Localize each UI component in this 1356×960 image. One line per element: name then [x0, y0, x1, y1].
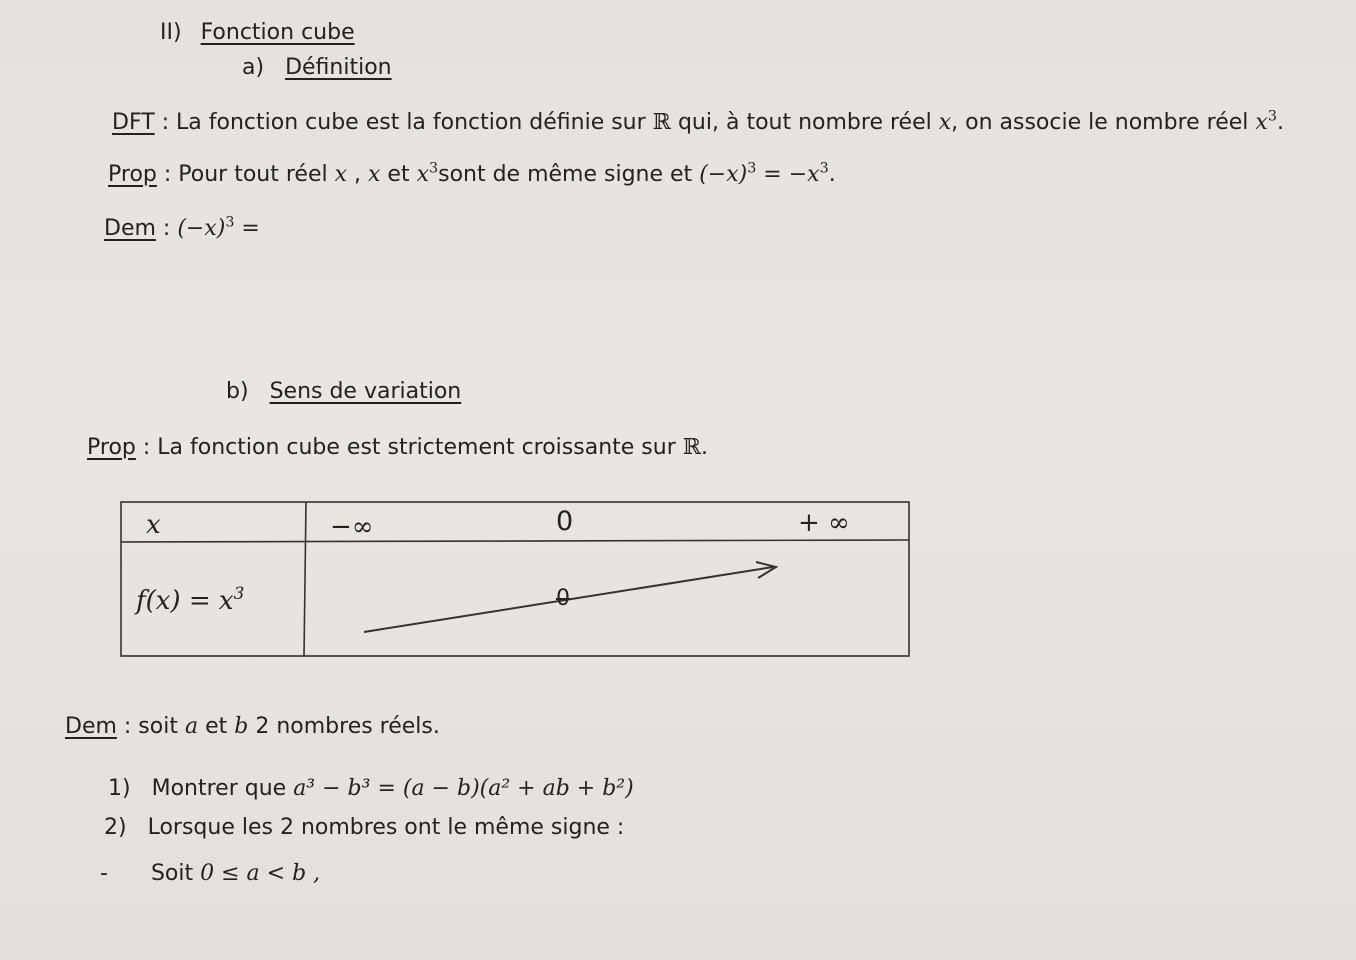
period: .	[701, 435, 709, 460]
section-number: II)	[160, 20, 182, 45]
definition-text-3: , on associe le nombre réel	[951, 110, 1256, 135]
prop1-label: Prop	[108, 162, 157, 187]
item-text: Montrer que	[151, 776, 294, 801]
plus-infinity: + ∞	[798, 508, 850, 538]
definition-label: DFT	[112, 110, 155, 135]
prop2-text: : La fonction cube est strictement croissante sur	[135, 435, 683, 460]
dem1-eq: =	[234, 216, 260, 241]
dem1-line	[104, 216, 260, 241]
subsection-b-heading	[226, 379, 461, 404]
prop1-text-3: sont de même signe et	[438, 162, 700, 187]
sep: ,	[347, 162, 368, 187]
minus-infinity: −∞	[330, 512, 374, 542]
reals-symbol: ℝ	[652, 110, 671, 135]
prop1-text-2: et	[380, 162, 417, 187]
var-x: x	[334, 162, 348, 187]
zero-value: 0	[556, 586, 570, 611]
subsection-a-heading	[242, 55, 392, 80]
formula-exp-2: 3	[819, 160, 829, 177]
dem2-text-2: et	[198, 714, 235, 739]
var-b: b	[234, 714, 249, 739]
subsection-a-title: Définition	[285, 55, 392, 80]
subsection-a-letter: a)	[242, 55, 265, 80]
expr-exp: 3	[1267, 108, 1277, 125]
period: .	[1276, 110, 1284, 135]
item-text: Lorsque les 2 nombres ont le même signe :	[147, 815, 625, 840]
item-2	[104, 815, 624, 840]
prop1-line	[108, 162, 836, 187]
row1-label-x: x	[146, 510, 161, 540]
definition-text: : La fonction cube est la fonction définie sur	[154, 110, 653, 135]
formula-mid: = −x	[756, 162, 820, 187]
row2-label-text: f(x) = x	[136, 586, 234, 616]
subsection-b-title: Sens de variation	[269, 379, 462, 404]
bullet-formula: 0 ≤ a < b ,	[200, 861, 321, 886]
dem2-text-3: 2 nombres réels.	[248, 714, 440, 739]
bullet-text: Soit	[150, 861, 201, 886]
dem2-label: Dem	[65, 714, 117, 739]
sep: :	[155, 216, 178, 241]
section-title: Fonction cube	[200, 20, 355, 45]
zero-label: 0	[556, 506, 574, 537]
definition-text-2: qui, à tout nombre réel	[670, 110, 939, 135]
item-formula: a³ − b³ = (a − b)(a² + ab + b²)	[293, 776, 634, 801]
dem1-formula: (−x)	[177, 216, 226, 241]
reals-symbol: ℝ	[682, 435, 702, 460]
definition-line	[112, 110, 1284, 135]
formula-left: (−x)	[699, 162, 748, 187]
section-heading	[160, 20, 355, 45]
expr-x: x	[1255, 110, 1268, 135]
var-a: a	[184, 714, 199, 739]
var-x: x	[938, 110, 952, 135]
variation-table	[118, 500, 911, 658]
bullet-line	[100, 861, 320, 886]
dem1-exp: 3	[225, 214, 235, 231]
var-x: x	[368, 162, 381, 187]
var-x: x	[416, 162, 429, 187]
bullet-dash: -	[100, 861, 108, 886]
dem1-label: Dem	[104, 216, 156, 241]
item-number: 2)	[104, 815, 127, 840]
prop2-label: Prop	[87, 435, 136, 460]
exp: 3	[429, 160, 439, 177]
period: .	[828, 162, 836, 187]
dem2-text: : soit	[116, 714, 185, 739]
row2-label	[136, 582, 245, 616]
variation-table-grid	[118, 500, 911, 658]
row2-label-exp: 3	[233, 582, 245, 603]
item-number: 1)	[108, 776, 131, 801]
prop1-text: : Pour tout réel	[156, 162, 335, 187]
formula-exp: 3	[747, 160, 757, 177]
subsection-b-letter: b)	[226, 379, 249, 404]
dem2-line	[65, 714, 440, 739]
prop2-line	[87, 435, 708, 460]
item-1	[108, 776, 634, 801]
